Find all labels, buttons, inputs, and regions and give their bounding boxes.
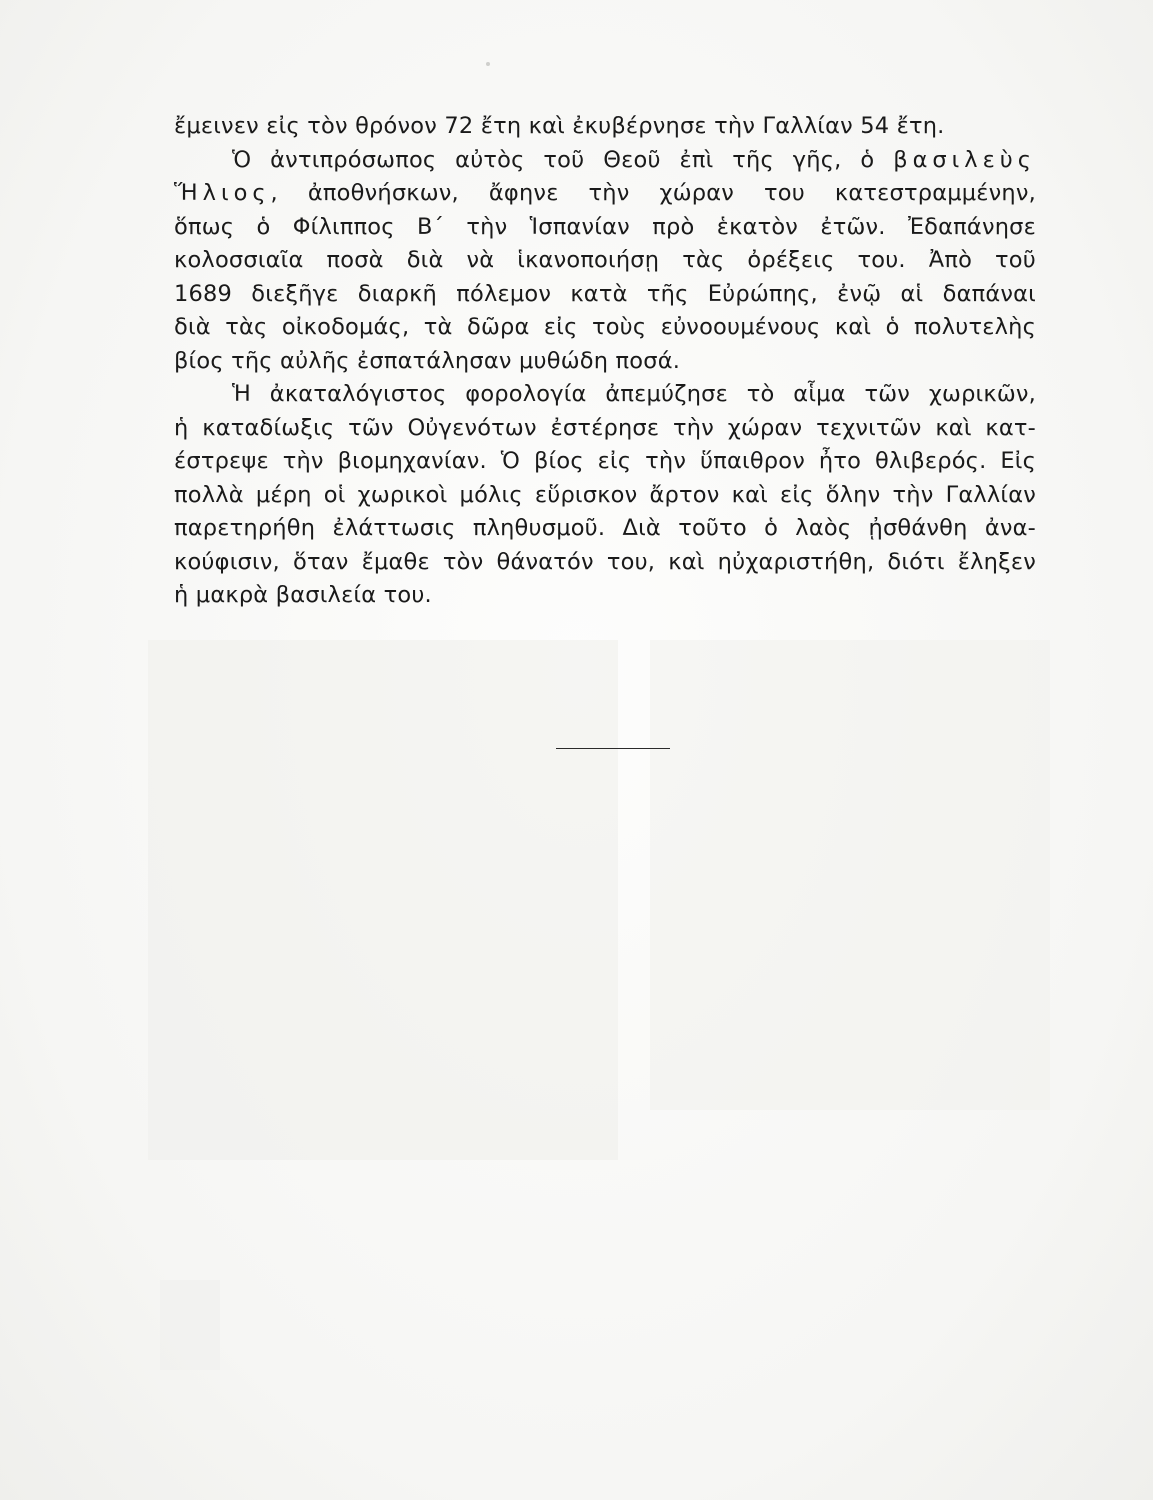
paper-speck <box>486 62 490 66</box>
bleed-through-shadow <box>160 1280 220 1370</box>
bleed-through-shadow <box>650 640 1050 1110</box>
text-line: ἡ μακρὰ βασιλεία του. <box>174 582 432 608</box>
text-line: βίος τῆς αὐλῆς ἐσπατάλησαν μυθώδη ποσά. <box>174 347 681 374</box>
text-line: ἔμεινεν εἰς τὸν θρόνον 72 ἔτη καὶ ἐκυβέρνησε τὴν Γαλλίαν 54 ἔτη. <box>174 113 945 139</box>
emphasized-word: Ἥλιος <box>174 180 271 206</box>
text-line: ὅπως ὁ Φίλιππος Β΄ τὴν Ἱσπανίαν πρὸ ἑκατὸν ἐτῶν. Ἐδαπάνησε <box>174 213 1036 240</box>
body-text <box>174 110 1036 613</box>
text-line: ἡ καταδίωξις τῶν Οὐγενότων ἐστέρησε τὴν χώραν τεχνιτῶν καὶ κατ- <box>174 414 1036 441</box>
line-text: Ἥλιος, ἀποθνήσκων, ἄφηνε τὴν χώραν του κατεστραμμένην, <box>174 180 1036 206</box>
text-line <box>174 144 1036 178</box>
text-line <box>174 177 1036 211</box>
line-text: Ὁ ἀντιπρόσωπος αὐτὸς τοῦ Θεοῦ ἐπὶ τῆς γῆς, ὁ βασιλεὺς <box>232 146 1036 173</box>
text-line: κούφισιν, ὅταν ἔμαθε τὸν θάνατόν του, καὶ ηὐχαριστήθη, διότι ἔληξεν <box>174 548 1036 575</box>
bleed-through-shadow <box>148 640 618 1160</box>
text-line: έστρεψε τὴν βιομηχανίαν. Ὁ βίος εἰς τὴν ὕπαιθρον ἦτο θλιβερός. Εἰς <box>174 448 1036 474</box>
text-line: Ἡ ἀκαταλόγιστος φορολογία ἀπεμύζησε τὸ αἷμα τῶν χωρικῶν, <box>232 381 1036 407</box>
section-end-rule <box>556 748 670 749</box>
emphasized-word: βασιλεὺς <box>893 146 1036 173</box>
text-line: 1689 διεξῆγε διαρκῆ πόλεμον κατὰ τῆς Εὐρώπης, ἐνῷ αἱ δαπάναι <box>174 280 1036 307</box>
text-line: παρετηρήθη ἐλάττωσις πληθυσμοῦ. Διὰ τοῦτο ὁ λαὸς ᾐσθάνθη ἀνα- <box>174 515 1036 541</box>
text-line: κολοσσιαῖα ποσὰ διὰ νὰ ἱκανοποιήσῃ τὰς ὀρέξεις του. Ἀπὸ τοῦ <box>174 247 1036 273</box>
text-line: πολλὰ μέρη οἱ χωρικοὶ μόλις εὕρισκον ἄρτον καὶ εἰς ὅλην τὴν Γαλλίαν <box>174 481 1036 508</box>
text-line: διὰ τὰς οἰκοδομάς, τὰ δῶρα εἰς τοὺς εὐνοουμένους καὶ ὁ πολυτελὴς <box>174 314 1036 340</box>
